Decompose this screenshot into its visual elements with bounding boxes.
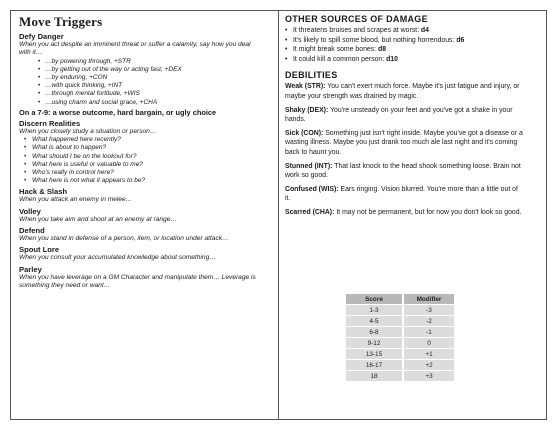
- move-result: On a 7-9: a worse outcome, hard bargain, or ugly choice: [19, 107, 217, 117]
- move-volley: [19, 207, 259, 224]
- score-cell: 18: [346, 371, 403, 382]
- defy-danger-options: [19, 58, 259, 107]
- debility-desc: Ears ringing. Vision blurred. You're more than a little out of it.: [285, 185, 518, 203]
- move-triggers-title: Move Triggers: [19, 14, 103, 29]
- damage-text: It could kill a common person:: [293, 55, 387, 63]
- table-row: [346, 349, 454, 360]
- modifier-header: Modifier: [403, 294, 454, 305]
- move-parley: [19, 265, 259, 291]
- move-name: Defend: [19, 225, 45, 235]
- debility-desc: You can't exert much force. Maybe it's just fatigue and injury, or maybe your strength was drained by magic.: [285, 83, 520, 100]
- modifier-cell: +2: [403, 360, 454, 371]
- table-row: [346, 338, 454, 349]
- column-divider: [278, 11, 279, 419]
- score-cell: 4-5: [346, 316, 403, 327]
- option-item: • …by powering through, +STR: [19, 58, 259, 66]
- debility-desc: It may not be permanent, but for now you don't look so good.: [334, 208, 522, 216]
- score-cell: 13-15: [346, 349, 403, 360]
- debility-sick: [285, 129, 525, 158]
- score-cell: 1-3: [346, 305, 403, 316]
- option-item: • …by getting out of the way or acting fast, +DEX: [19, 66, 259, 74]
- debility-name: Confused (WIS):: [285, 185, 339, 193]
- damage-item: [285, 26, 525, 36]
- debility-desc: You're unsteady on your feet and you've got a shake in your hands.: [285, 106, 513, 124]
- question-item: • What should I be on the lookout for?: [19, 153, 259, 161]
- debility-shaky: [285, 106, 525, 125]
- right-column: [285, 14, 525, 222]
- debility-name: Shaky (DEX):: [285, 106, 329, 114]
- debility-name: Scarred (CHA):: [285, 208, 335, 216]
- table-row: [346, 360, 454, 371]
- debility-stunned: [285, 162, 525, 181]
- modifier-cell: -1: [403, 327, 454, 338]
- move-trigger: When you have leverage on a GM Character and manipulate them… Leverage is something they need or want…: [19, 273, 256, 289]
- move-discern-realities: [19, 119, 259, 186]
- damage-die: d4: [420, 27, 429, 34]
- move-trigger: When you stand in defense of a person, item, or location under attack…: [19, 234, 229, 242]
- discern-questions: [19, 136, 259, 185]
- move-trigger: When you act despite an imminent threat or suffer a calamity, say how you deal with it…: [19, 41, 251, 57]
- question-item: • What is about to happen?: [19, 144, 259, 152]
- debility-confused: [285, 185, 525, 204]
- modifier-cell: +3: [403, 371, 454, 382]
- damage-text: It threatens bruises and scrapes at worst:: [293, 27, 421, 34]
- score-modifier-table: [346, 294, 454, 381]
- damage-title-text: OTHER SOURCES OF DAMAGE: [285, 14, 428, 24]
- question-item: • What happened here recently?: [19, 136, 259, 144]
- move-name: Spout Lore: [19, 245, 60, 255]
- option-item: • …using charm and social grace, +CHA: [19, 99, 259, 107]
- move-defend: [19, 226, 259, 243]
- score-cell: 6-8: [346, 327, 403, 338]
- modifier-cell: -3: [403, 305, 454, 316]
- score-cell: 9-12: [346, 338, 403, 349]
- move-trigger: When you consult your accumulated knowledge about something…: [19, 254, 216, 262]
- debility-desc: Something just isn't right inside. Maybe you've got a disease or a wasting illness. Maybe you just drank too much ale last night and it's coming back to haunt you.: [285, 129, 523, 156]
- table-row: [346, 371, 454, 382]
- debility-name: Weak (STR):: [285, 83, 326, 91]
- damage-text: It might break some bones:: [293, 46, 379, 54]
- move-name: Defy Danger: [19, 32, 64, 41]
- table-row: [346, 305, 454, 316]
- debility-desc: That last knock to the head shook something loose. Brain not work so good.: [285, 162, 521, 180]
- question-item: • What here is not what it appears to be?: [19, 177, 259, 185]
- table-row: [346, 316, 454, 327]
- move-name: Volley: [19, 206, 41, 216]
- damage-item: [285, 45, 525, 55]
- move-defy-danger: [19, 32, 259, 117]
- damage-sources-title: [285, 14, 525, 24]
- option-item: • …through mental fortitude, +WIS: [19, 90, 259, 98]
- debility-scarred: [285, 208, 525, 218]
- modifier-cell: 0: [403, 338, 454, 349]
- option-item: • …with quick thinking, +INT: [19, 82, 259, 90]
- move-trigger: When you closely study a situation or person…: [19, 127, 157, 135]
- damage-text: It's likely to spill some blood, but nothing horrendous:: [293, 36, 457, 44]
- move-name: Discern Realities: [19, 118, 81, 128]
- table-row: [346, 327, 454, 338]
- modifier-cell: -2: [403, 316, 454, 327]
- move-spout-lore: [19, 245, 259, 262]
- move-name: Hack & Slash: [19, 187, 68, 197]
- move-trigger: When you attack an enemy in melee…: [19, 196, 133, 204]
- damage-item: [285, 55, 525, 65]
- move-trigger: When you take aim and shoot at an enemy at range…: [19, 215, 177, 223]
- modifier-cell: +1: [403, 349, 454, 360]
- debility-weak: [285, 82, 525, 101]
- debility-name: Stunned (INT):: [285, 162, 333, 170]
- debilities-title-text: DEBILITIES: [285, 70, 338, 81]
- table-header-row: [346, 294, 454, 305]
- move-name: Parley: [19, 264, 42, 274]
- damage-list: [285, 26, 525, 64]
- damage-die: d10: [386, 55, 398, 63]
- move-hack-and-slash: [19, 187, 259, 204]
- score-cell: 16-17: [346, 360, 403, 371]
- left-column: [19, 14, 259, 290]
- question-item: • Who's really in control here?: [19, 169, 259, 177]
- score-header: Score: [346, 294, 403, 305]
- damage-die: d6: [456, 36, 465, 44]
- damage-item: [285, 36, 525, 46]
- damage-die: d8: [378, 46, 387, 54]
- debility-name: Sick (CON):: [285, 129, 324, 137]
- option-item: • …by enduring, +CON: [19, 74, 259, 82]
- debilities-title: [285, 70, 525, 80]
- question-item: • What here is useful or valuable to me?: [19, 161, 259, 169]
